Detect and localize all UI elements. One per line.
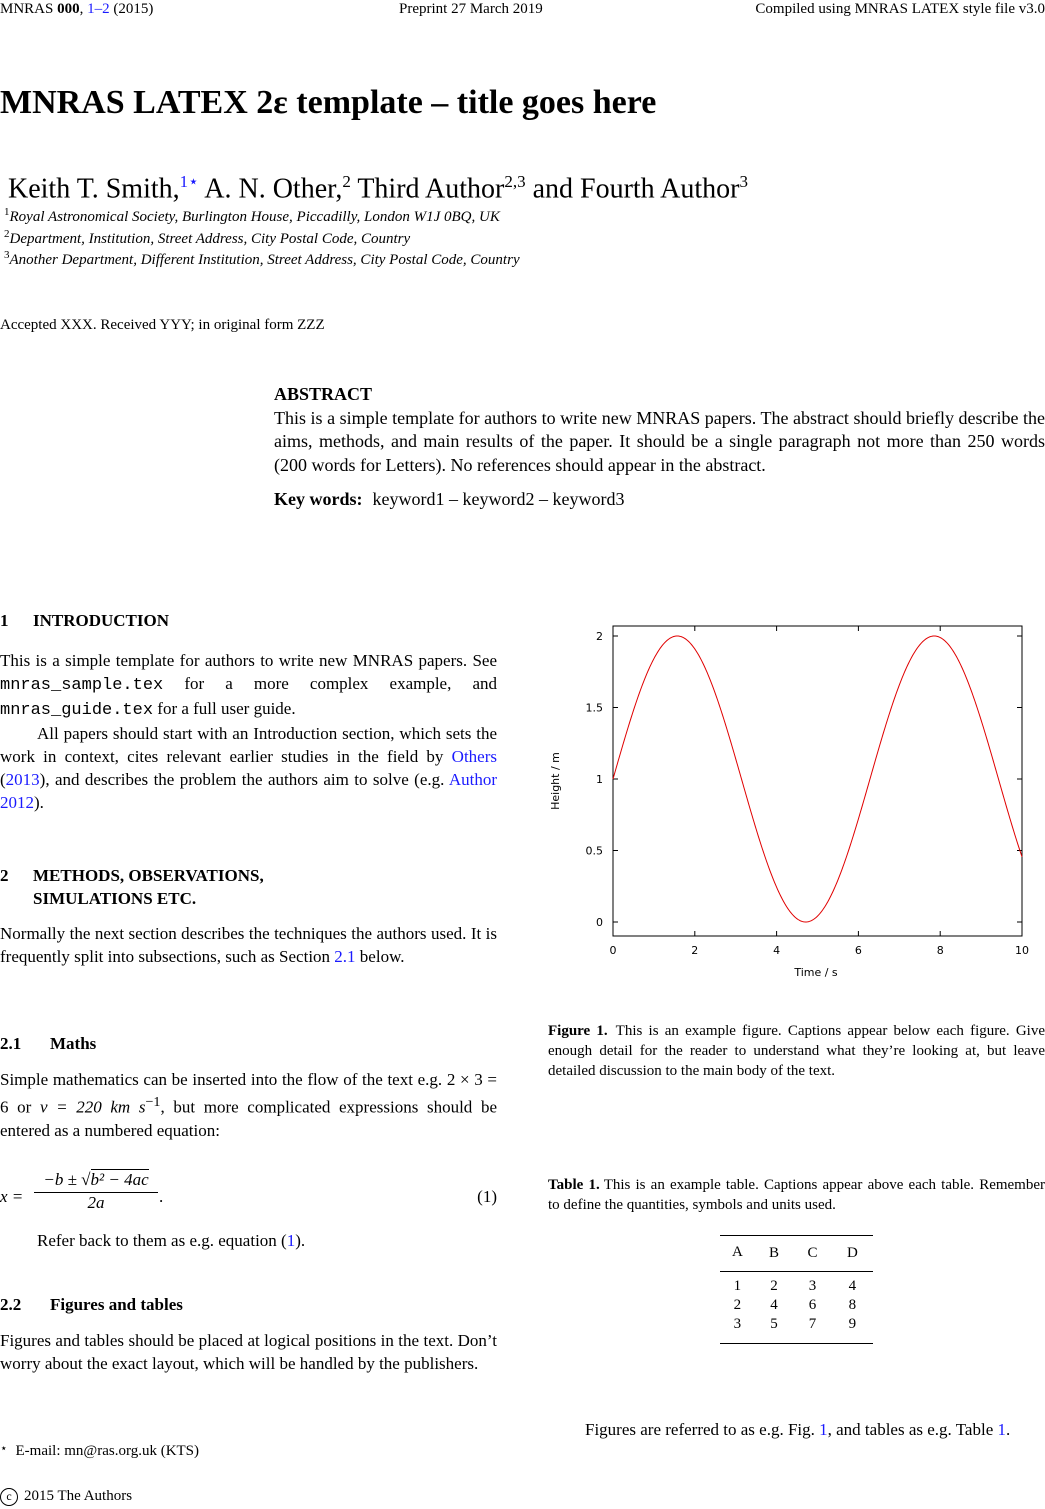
section-1-body — [0, 649, 497, 814]
table-1-caption-text: This is an example table. Captions appear above each table. Remember to define the quantities, symbols and units used. — [548, 1177, 1045, 1213]
figure-1-caption-text: This is an example figure. Captions appear below each figure. Give enough detail for the reader to understand what they’re looking at, but leave detailed discussion to the main body of the text. — [548, 1023, 1045, 1079]
section-1-heading — [0, 611, 169, 631]
section-2-1-heading — [0, 1034, 96, 1054]
section-2-body — [0, 922, 497, 968]
section-2-1-title: Maths — [50, 1034, 97, 1053]
author-list — [8, 172, 748, 205]
section-2-2-heading — [0, 1295, 183, 1315]
section-2-title-line2: SIMULATIONS ETC. — [33, 889, 197, 908]
equation-denominator: 2a — [87, 1193, 105, 1212]
equation-period: . — [159, 1187, 164, 1206]
section-2-1-number: 2.1 — [0, 1034, 22, 1053]
x-tick-label: 8 — [936, 944, 944, 957]
ref-equation-1[interactable]: 1 — [286, 1231, 296, 1250]
citation-others-year[interactable]: 2013 — [5, 770, 40, 789]
copyright-icon: c — [0, 1488, 18, 1506]
section-2-2-body — [0, 1329, 497, 1375]
page-range-link[interactable]: 1–2 — [87, 1, 110, 17]
section-2-heading — [0, 864, 264, 910]
table-cell: 3 — [808, 1278, 817, 1294]
affiliation-1-text: Royal Astronomical Society, Burlington House, Piccadilly, London W1J 0BQ, UK — [9, 209, 500, 225]
keywords-values: keyword1 – keyword2 – keyword3 — [372, 489, 625, 509]
table-header-row — [720, 1236, 873, 1272]
ref-figure-1[interactable]: 1 — [819, 1420, 828, 1439]
table-cell: 6 — [808, 1297, 817, 1313]
equation-fraction — [34, 1170, 158, 1213]
x-tick-label: 4 — [773, 944, 781, 957]
journal-name: MNRAS — [0, 1, 54, 17]
preprint-date: Preprint 27 March 2019 — [399, 1, 543, 17]
section-1-number: 1 — [0, 611, 9, 630]
table-1 — [720, 1235, 873, 1344]
maths-paragraph: Simple mathematics can be inserted into the flow of the text e.g. 2 × 3 = 6 or v = 220 km $s^{-1}$, but more complicated expressions should be entered as a numbered equation: — [0, 1070, 497, 1140]
affiliation-3 — [4, 249, 520, 269]
footnote-marker: ⋆ — [0, 1441, 8, 1455]
affiliation-3-text: Another Department, Different Institution, Street Address, City Postal Code, Country — [9, 252, 520, 268]
y-tick-label: 1.5 — [585, 701, 603, 715]
author-1-marker: 1⋆ — [179, 172, 199, 191]
abstract-block — [274, 383, 1045, 512]
table-cell: 4 — [770, 1297, 778, 1313]
intro-paragraph-2: All papers should start with an Introduction section, which sets the work in context, cites relevant earlier studies in the field by Others (2013), and describes the problem the authors aim to solve (e.g. Author 2012). — [0, 724, 497, 812]
table-header-c: C — [807, 1245, 818, 1261]
section-2-1-body — [0, 1068, 497, 1142]
table-row — [720, 1315, 873, 1344]
equation-number: (1) — [477, 1187, 497, 1206]
methods-paragraph: Normally the next section describes the techniques the authors used. It is frequently split into subsections, such as Section 2.1 below. — [0, 924, 497, 966]
y-tick-label: 1 — [596, 773, 603, 786]
author-3: Third Author — [350, 173, 505, 205]
section-1-title: INTRODUCTION — [33, 611, 170, 630]
abstract-heading: ABSTRACT — [274, 384, 373, 404]
citation-author[interactable]: Author 2012 — [0, 770, 497, 812]
x-tick-label: 6 — [854, 944, 862, 957]
series-line — [613, 636, 1022, 922]
running-header-left: MNRAS 000, 1–2 (2015) — [0, 1, 154, 17]
footnote-text: E-mail: mn@ras.org.uk (KTS) — [15, 1443, 200, 1459]
x-tick-label: 0 — [609, 944, 617, 957]
table-row — [720, 1272, 873, 1297]
table-header-d: D — [846, 1245, 858, 1261]
section-2-2-title: Figures and tables — [50, 1295, 183, 1314]
y-tick-label: 2 — [596, 630, 603, 643]
table-cell: 2 — [733, 1297, 742, 1313]
table-header-a: A — [731, 1244, 743, 1260]
copyright — [0, 1488, 132, 1506]
y-tick-label: 0 — [596, 916, 603, 929]
equation-1 — [0, 1170, 497, 1226]
y-tick-label: 0.5 — [585, 844, 603, 858]
figures-paragraph: Figures and tables should be placed at logical positions in the text. Don’t worry about the exact layout, which will be handled by the publishers. — [0, 1331, 497, 1373]
figure-1-caption — [548, 1021, 1045, 1081]
table-cell: 8 — [848, 1297, 857, 1313]
affiliation-2 — [4, 228, 410, 248]
affiliation-1 — [4, 206, 500, 226]
author-2-marker: 2 — [342, 172, 351, 191]
ref-table-1[interactable]: 1 — [997, 1420, 1006, 1439]
citation-others[interactable]: Others — [451, 747, 497, 766]
abstract-text: This is a simple template for authors to write new MNRAS papers. The abstract should briefly describe the aims, methods, and main results of the paper. It should be a single paragraph not more than 250 words (200 words for Letters). No references should appear in the abstract. — [274, 407, 1045, 475]
table-cell: 9 — [848, 1316, 857, 1332]
code-sample-file: mnras_sample.tex — [0, 676, 164, 695]
author-2: A. N. Other, — [198, 173, 343, 205]
table-cell: 5 — [770, 1316, 778, 1332]
author-4: and Fourth Author — [525, 173, 740, 205]
author-1: Keith T. Smith, — [8, 173, 180, 205]
table-1-caption — [548, 1175, 1045, 1215]
keywords-label: Key words: — [274, 489, 363, 509]
author-3-marker: 2,3 — [504, 172, 526, 191]
equation-lhs: x = — [0, 1187, 24, 1206]
plot-frame — [613, 626, 1022, 936]
affiliation-3-num: 3 — [4, 249, 10, 261]
equation-reference: Refer back to them as e.g. equation (1). — [37, 1231, 306, 1250]
keywords-line — [274, 488, 1045, 512]
intro-paragraph-1: This is a simple template for authors to write new MNRAS papers. See mnras_sample.tex for a more complex example, and mnras_guide.tex for a full user guide. — [0, 651, 497, 720]
inline-math-exponent: −1 — [145, 1094, 161, 1110]
inline-math-velocity: v = 220 km s — [39, 1097, 146, 1117]
table-header-b: B — [769, 1245, 780, 1261]
figure-1-label: Figure 1. — [548, 1023, 608, 1039]
section-2-title-line1: METHODS, OBSERVATIONS, — [33, 866, 264, 885]
table-1-grid — [720, 1235, 873, 1344]
section-2-number: 2 — [0, 866, 9, 885]
copyright-text: 2015 The Authors — [24, 1488, 133, 1504]
accepted-line: Accepted XXX. Received YYY; in original form ZZZ — [0, 317, 325, 333]
footnote — [0, 1441, 199, 1460]
journal-volume: 000 — [57, 1, 80, 17]
compiled-note: Compiled using MNRAS LATEX style file v3.0 — [755, 1, 1045, 17]
equation-radicand: b² − 4ac — [90, 1170, 149, 1189]
journal-year: (2015) — [113, 1, 154, 17]
affiliation-2-num: 2 — [4, 228, 10, 240]
table-cell: 7 — [808, 1316, 817, 1332]
table-1-label: Table 1. — [548, 1177, 600, 1193]
paper-title: MNRAS LATEX 2ε template – title goes here — [0, 84, 657, 121]
x-tick-label: 10 — [1015, 944, 1029, 957]
equation-numerator: −b ± √b² − 4ac — [34, 1170, 158, 1193]
table-cell: 4 — [848, 1278, 857, 1294]
y-axis-label: Height / m — [549, 752, 562, 810]
affiliation-2-text: Department, Institution, Street Address, City Postal Code, Country — [9, 231, 411, 247]
x-ticks — [610, 626, 1030, 957]
table-cell: 1 — [733, 1278, 742, 1294]
section-2-2-number: 2.2 — [0, 1295, 22, 1314]
table-row — [720, 1296, 873, 1315]
x-axis-label: Time / s — [794, 966, 838, 979]
affiliation-1-num: 1 — [4, 206, 10, 218]
code-guide-file: mnras_guide.tex — [0, 701, 154, 720]
x-tick-label: 2 — [691, 944, 699, 957]
y-ticks — [586, 630, 1023, 929]
ref-section-2-1[interactable]: 2.1 — [334, 947, 356, 966]
closing-paragraph: Figures are referred to as e.g. Fig. 1, and tables as e.g. Table 1. — [585, 1420, 1011, 1439]
author-4-marker: 3 — [739, 172, 748, 191]
figure-1-plot — [545, 612, 1045, 982]
table-cell: 3 — [733, 1316, 742, 1332]
table-cell: 2 — [770, 1278, 778, 1294]
